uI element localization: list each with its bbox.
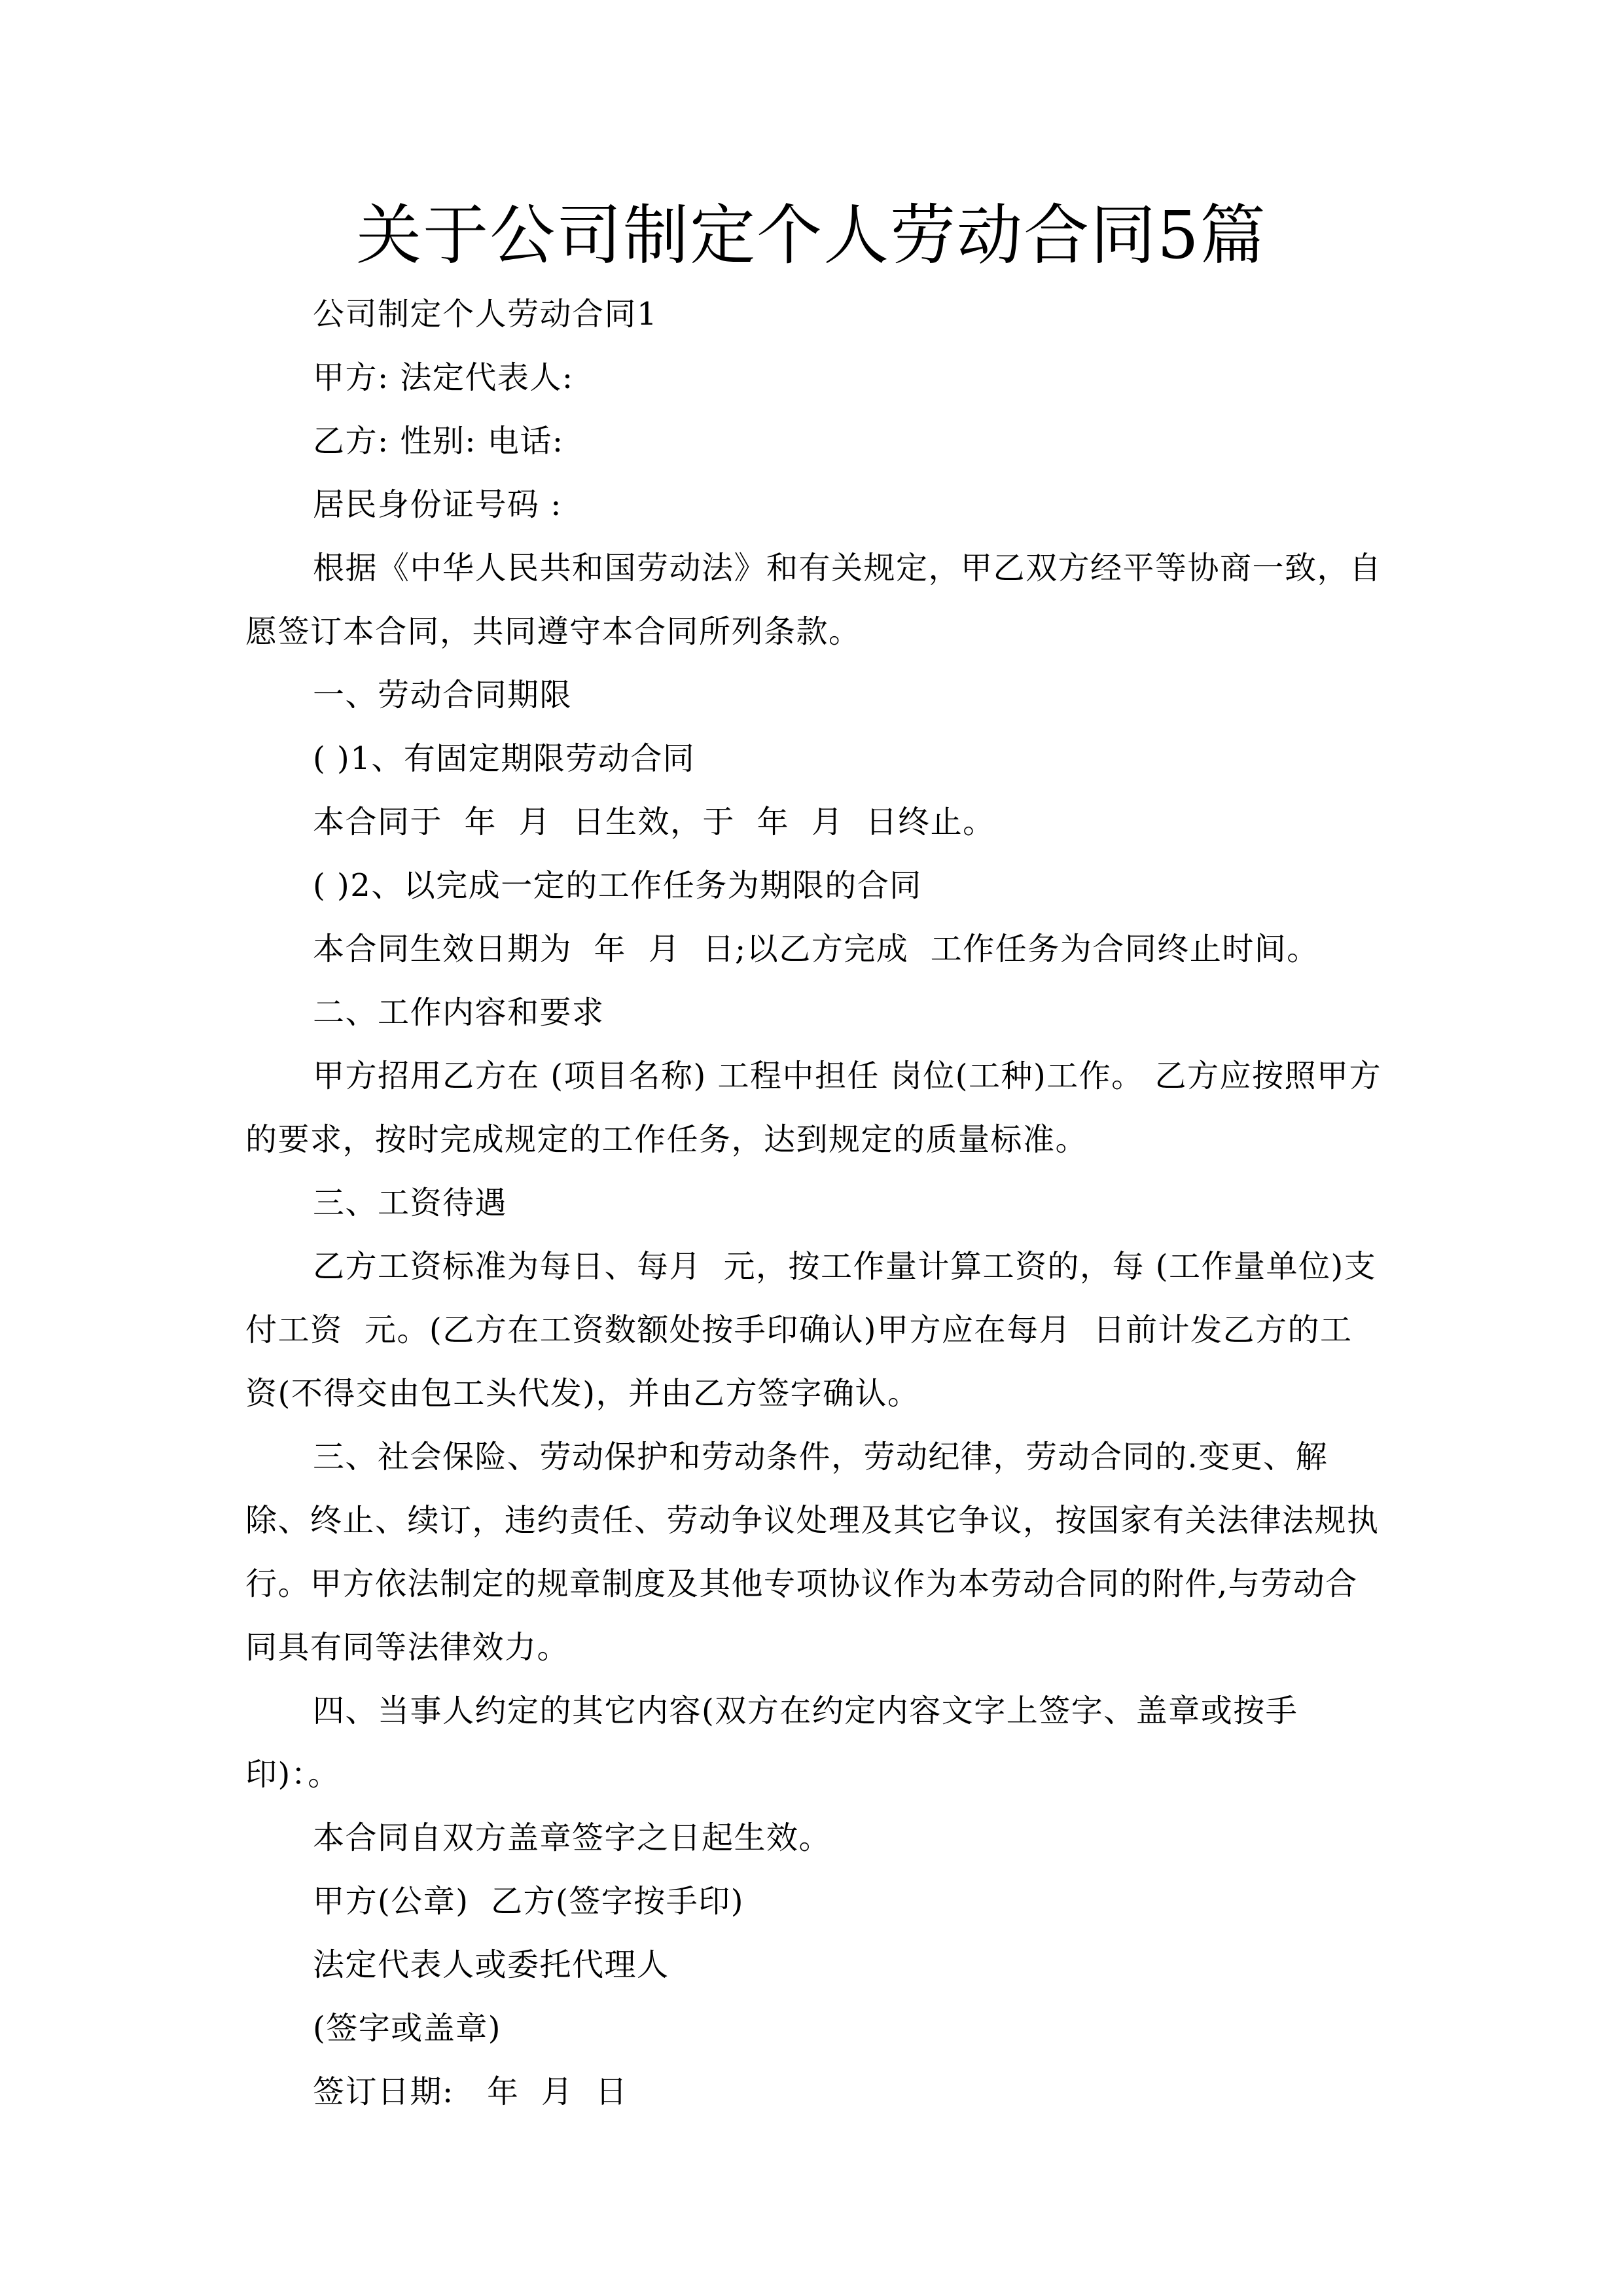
- section-4-paragraph: 四、当事人约定的其它内容(双方在约定内容文字上签字、盖章或按手印)：。: [245, 1693, 1298, 1793]
- term-option-1: ( )1、有固定期限劳动合同: [313, 740, 696, 777]
- document-title: 关于公司制定个人劳动合同5篇: [356, 197, 1267, 274]
- party-b-line: 乙方: 性别: 电话:: [313, 423, 564, 459]
- term-option-1-detail: 本合同于 年 月 日生效，于 年 月 日终止。: [313, 804, 995, 840]
- sign-or-seal-line: (签字或盖章): [313, 2010, 501, 2047]
- effective-clause: 本合同自双方盖章签字之日起生效。: [313, 1820, 832, 1856]
- id-number-line: 居民身份证号码 :: [313, 486, 562, 523]
- signing-date-line: 签订日期: 年 月 日: [313, 2073, 628, 2110]
- section-2-heading: 二、工作内容和要求: [313, 994, 605, 1031]
- section-3-heading: 三、工资待遇: [313, 1185, 508, 1221]
- term-option-2: ( )2、以完成一定的工作任务为期限的合同: [313, 867, 922, 904]
- preamble-paragraph: 根据《中华人民共和国劳动法》和有关规定，甲乙双方经平等协商一致，自愿签订本合同，共同遵守本合同所列条款。: [245, 550, 1382, 650]
- term-option-2-detail: 本合同生效日期为 年 月 日;以乙方完成 工作任务为合同终止时间。: [313, 931, 1319, 967]
- section-3b-paragraph: 三、社会保险、劳动保护和劳动条件，劳动纪律，劳动合同的.变更、解除、终止、续订，违约责任、劳动争议处理及其它争议，按国家有关法律法规执行。甲方依法制定的规章制度及其他专项协议作为本劳动合同的附件,与劳动合同具有同等法律效力。: [245, 1439, 1380, 1666]
- contract-subtitle: 公司制定个人劳动合同1: [313, 296, 658, 332]
- section-3-paragraph: 乙方工资标准为每日、每月 元，按工作量计算工资的，每 (工作量单位)支付工资 元。(乙方在工资数额处按手印确认)甲方应在每月 日前计发乙方的工资(不得交由包工头代发)，并由乙方签字确认。: [245, 1248, 1377, 1412]
- section-1-heading: 一、劳动合同期限: [313, 677, 573, 713]
- signature-line: 甲方(公章) 乙方(签字按手印): [313, 1883, 744, 1920]
- party-a-line: 甲方: 法定代表人:: [313, 359, 574, 396]
- section-2-paragraph: 甲方招用乙方在 (项目名称) 工程中担任 岗位(工种)工作。 乙方应按照甲方的要求，按时完成规定的工作任务，达到规定的质量标准。: [245, 1058, 1382, 1158]
- document-body: [245, 283, 1384, 2124]
- representative-line: 法定代表人或委托代理人: [313, 1946, 669, 1983]
